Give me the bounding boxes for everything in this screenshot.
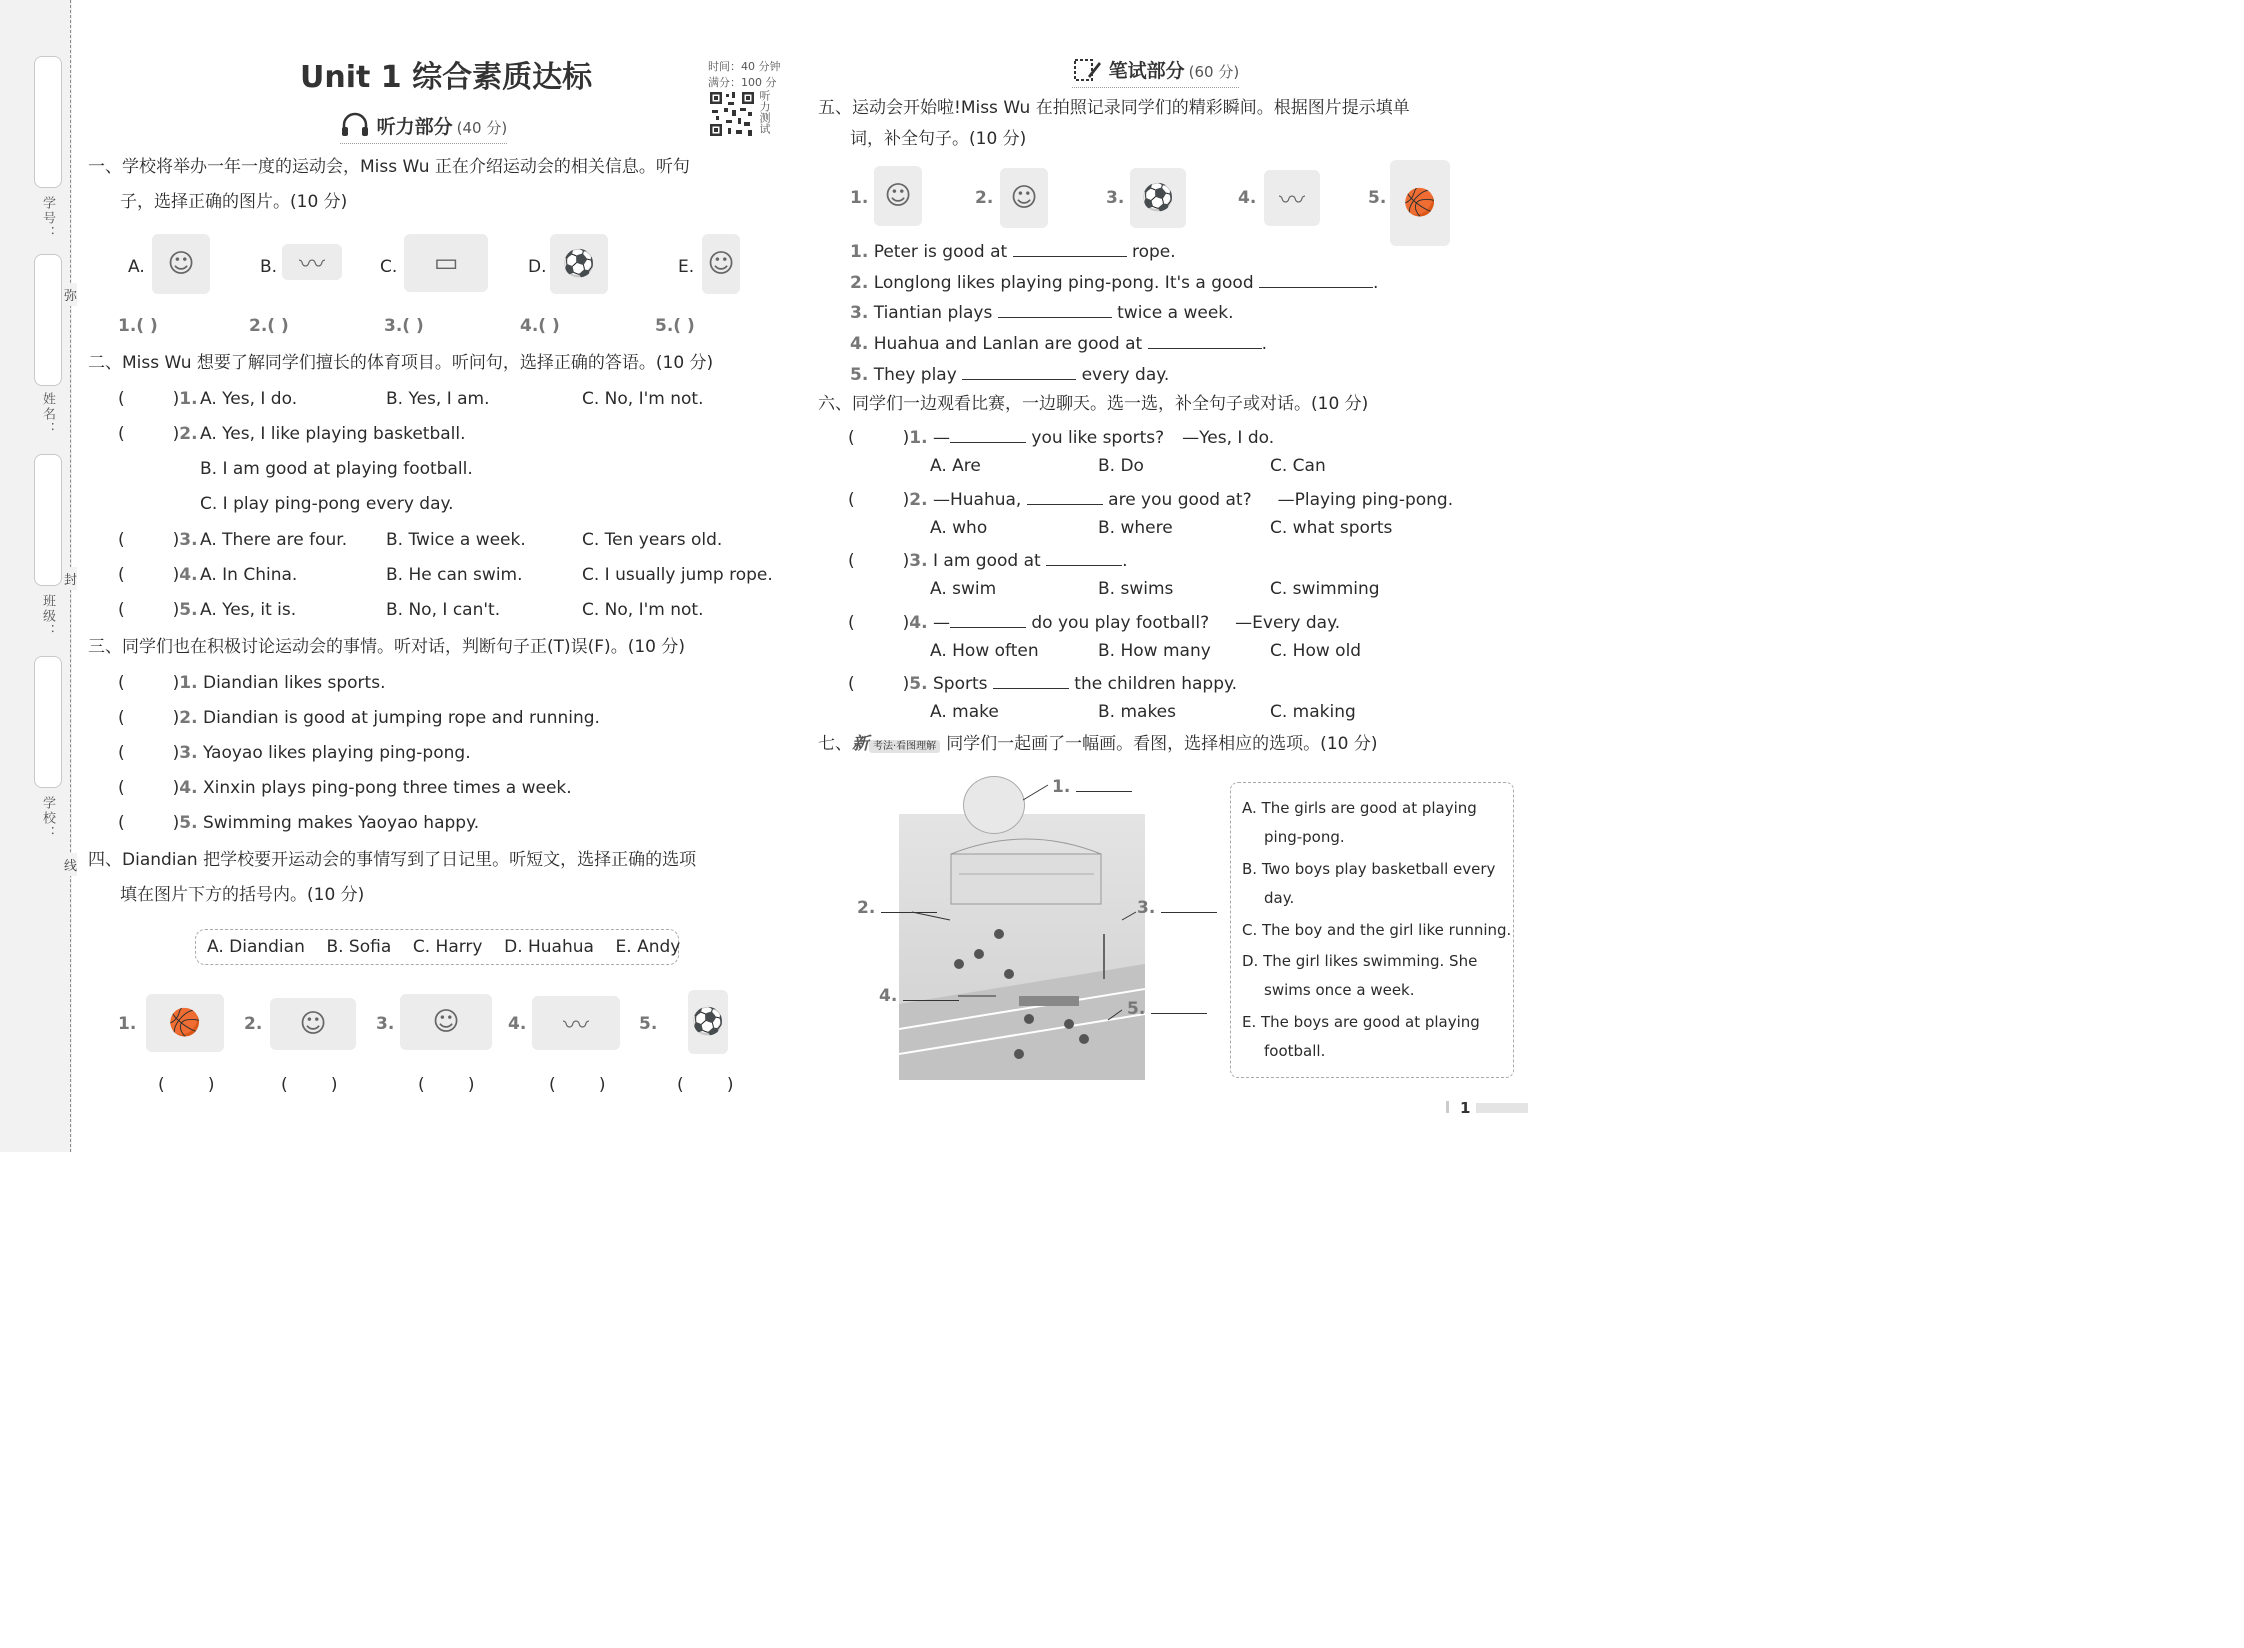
- q6-item-3[interactable]: ( )3. I am good at .: [848, 547, 1127, 572]
- q6-item-2-option-a: A. who: [930, 518, 988, 538]
- q4-instruction-line2: 填在图片下方的括号内。(10 分): [120, 885, 365, 905]
- q2-item-1[interactable]: ( )1.: [118, 389, 198, 409]
- q2-item-5-option-c: C. No, I'm not.: [582, 600, 704, 620]
- q1-answer-1[interactable]: 1.( ): [118, 316, 158, 336]
- q6-item-4-option-a: A. How often: [930, 641, 1039, 661]
- q5-picture-label-3: 3.: [1106, 188, 1125, 208]
- q6-item-5-option-a: A. make: [930, 702, 999, 722]
- q6-item-2-option-c: C. what sports: [1270, 518, 1393, 538]
- basketball-kids-picture: 🏀: [1390, 160, 1450, 246]
- listening-section-header: [340, 112, 507, 144]
- q7-blank-1[interactable]: 1.: [1052, 773, 1132, 798]
- q2-item-2-option-a: A. Yes, I like playing basketball.: [200, 424, 466, 444]
- ping-pong-picture: ▭: [404, 234, 488, 292]
- q6-item-1-option-c: C. Can: [1270, 456, 1326, 476]
- qr-caption: 听力测试: [758, 90, 771, 134]
- q6-item-1-option-a: A. Are: [930, 456, 981, 476]
- time-limit: 时间：40 分钟: [708, 60, 781, 73]
- swimming-boy-picture: 〰: [282, 244, 342, 280]
- q4-answer-1[interactable]: ( ): [158, 1075, 215, 1095]
- q5-picture-label-1: 1.: [850, 188, 869, 208]
- q3-item-2[interactable]: ( )2. Diandian is good at jumping rope and running.: [118, 708, 600, 728]
- student-id-label: 学号：: [40, 196, 55, 241]
- q7-option-a-line1: A. The girls are good at playing: [1242, 799, 1477, 817]
- q5-sentence-4[interactable]: 4. Huahua and Lanlan are good at .: [850, 330, 1267, 355]
- q1-answer-3[interactable]: 3.( ): [384, 316, 424, 336]
- q5-picture-label-4: 4.: [1238, 188, 1257, 208]
- q6-item-5-option-c: C. making: [1270, 702, 1356, 722]
- q7-blank-2[interactable]: 2.: [857, 894, 937, 919]
- swimming-girl-inset: [963, 776, 1025, 834]
- q6-item-1-option-b: B. Do: [1098, 456, 1144, 476]
- jump-rope-boy-picture: ☺: [270, 998, 356, 1050]
- q6-item-3-option-b: B. swims: [1098, 579, 1174, 599]
- page-title: Unit 1 综合素质达标: [300, 60, 593, 95]
- q5-picture-label-5: 5.: [1368, 188, 1387, 208]
- q1-answer-5[interactable]: 5.( ): [655, 316, 695, 336]
- q1-instruction-line1: 一、学校将举办一年一度的运动会，Miss Wu 正在介绍运动会的相关信息。听句: [88, 157, 690, 177]
- writing-points: (60 分): [1188, 63, 1240, 81]
- full-score: 满分：100 分: [708, 76, 777, 89]
- q6-item-4-option-c: C. How old: [1270, 641, 1362, 661]
- q6-item-3-option-c: C. swimming: [1270, 579, 1380, 599]
- q2-instruction: 二、Miss Wu 想要了解同学们擅长的体育项目。听问句，选择正确的答语。(10 分): [88, 353, 714, 373]
- q7-blank-5[interactable]: 5.: [1127, 995, 1207, 1020]
- q3-instruction: 三、同学们也在积极讨论运动会的事情。听对话，判断句子正(T)误(F)。(10 分): [88, 637, 685, 657]
- question-type-badge: 考法·看图理解: [869, 740, 940, 753]
- q7-option-a-line2: ping-pong.: [1264, 828, 1345, 846]
- ping-pong-boy-picture: ☺: [1000, 168, 1048, 228]
- q4-picture-label-3: 3.: [376, 1014, 395, 1034]
- q4-picture-label-2: 2.: [244, 1014, 263, 1034]
- q2-item-3-option-b: B. Twice a week.: [386, 530, 526, 550]
- q5-sentence-2[interactable]: 2. Longlong likes playing ping-pong. It's a good .: [850, 269, 1378, 294]
- q2-item-4[interactable]: ( )4.: [118, 565, 198, 585]
- q2-item-1-option-b: B. Yes, I am.: [386, 389, 490, 409]
- school-label: 学校：: [40, 796, 55, 841]
- swimming-girl-picture: 〰: [532, 996, 620, 1050]
- q2-item-4-option-c: C. I usually jump rope.: [582, 565, 773, 585]
- q6-item-2[interactable]: ( )2. —Huahua, are you good at? —Playing ping-pong.: [848, 486, 1453, 511]
- pencil-paper-icon: [1072, 56, 1102, 82]
- listening-points: (40 分): [456, 119, 508, 137]
- q3-item-1[interactable]: ( )1. Diandian likes sports.: [118, 673, 386, 693]
- sports-field-drawing: [899, 814, 1145, 1080]
- school-box[interactable]: [34, 656, 62, 788]
- writing-section-header: [1072, 56, 1239, 88]
- q3-item-4[interactable]: ( )4. Xinxin plays ping-pong three times a week.: [118, 778, 572, 798]
- page-number-divider: [1446, 1101, 1449, 1113]
- q2-item-3-option-c: C. Ten years old.: [582, 530, 723, 550]
- writing-title: 笔试部分: [1108, 60, 1185, 82]
- q6-item-4-option-b: B. How many: [1098, 641, 1211, 661]
- q4-picture-label-5: 5.: [639, 1014, 658, 1034]
- class-label: 班级：: [40, 594, 55, 639]
- cut-mark-mi: 弥: [64, 283, 77, 306]
- football-boy-picture: ⚽: [550, 234, 608, 294]
- student-id-box[interactable]: [34, 56, 62, 188]
- q7-option-e-line1: E. The boys are good at playing: [1242, 1013, 1480, 1031]
- q4-answer-5[interactable]: ( ): [677, 1075, 734, 1095]
- q6-item-4[interactable]: ( )4. — do you play football? —Every day.: [848, 609, 1340, 634]
- q7-blank-3[interactable]: 3.: [1137, 894, 1217, 919]
- q2-item-1-option-a: A. Yes, I do.: [200, 389, 298, 409]
- cut-mark-feng: 封: [64, 567, 77, 590]
- q2-item-2-option-c: C. I play ping-pong every day.: [200, 494, 454, 514]
- q4-name-options: A. Diandian B. Sofia C. Harry D. Huahua E. Andy: [207, 937, 681, 957]
- q3-item-5[interactable]: ( )5. Swimming makes Yaoyao happy.: [118, 813, 480, 833]
- q1-option-e-label: E.: [678, 257, 695, 277]
- q7-option-d-line2: swims once a week.: [1264, 981, 1415, 999]
- q2-item-2[interactable]: ( )2.: [118, 424, 198, 444]
- page-number: 1: [1460, 1099, 1471, 1117]
- q5-sentence-1[interactable]: 1. Peter is good at rope.: [850, 238, 1176, 263]
- q1-option-a-label: A.: [128, 257, 145, 277]
- qr-code[interactable]: [708, 90, 756, 138]
- q2-item-5[interactable]: ( )5.: [118, 600, 198, 620]
- jump-rope-girl-picture: ☺: [152, 234, 210, 294]
- name-label: 姓名：: [40, 392, 55, 437]
- q2-item-1-option-c: C. No, I'm not.: [582, 389, 704, 409]
- q4-answer-4[interactable]: ( ): [549, 1075, 606, 1095]
- q5-sentence-5[interactable]: 5. They play every day.: [850, 361, 1169, 386]
- q6-item-5[interactable]: ( )5. Sports the children happy.: [848, 670, 1237, 695]
- q7-instruction: 七、新 考法·看图理解 同学们一起画了一幅画。看图，选择相应的选项。(10 分): [818, 734, 1378, 754]
- q1-instruction-line2: 子，选择正确的图片。(10 分): [120, 192, 348, 212]
- q5-instruction-line1: 五、运动会开始啦!Miss Wu 在拍照记录同学们的精彩瞬间。根据图片提示填单: [818, 98, 1410, 118]
- running-girl-picture: ☺: [702, 234, 740, 294]
- swimming-girls-picture: 〰: [1264, 170, 1320, 226]
- q5-picture-label-2: 2.: [975, 188, 994, 208]
- headphones-icon: [340, 112, 370, 138]
- q6-item-1[interactable]: ( )1. — you like sports? —Yes, I do.: [848, 424, 1274, 449]
- q1-option-d-label: D.: [528, 257, 547, 277]
- q7-option-e-line2: football.: [1264, 1042, 1326, 1060]
- q4-picture-label-4: 4.: [508, 1014, 527, 1034]
- q6-item-3-option-a: A. swim: [930, 579, 997, 599]
- q1-option-c-label: C.: [380, 257, 398, 277]
- q6-instruction: 六、同学们一边观看比赛，一边聊天。选一选，补全句子或对话。(10 分): [818, 394, 1369, 414]
- sports-scene-picture: [899, 814, 1145, 1080]
- basketball-picture: 🏀: [146, 994, 224, 1052]
- listening-title: 听力部分: [376, 116, 453, 138]
- cut-mark-xian: 线: [64, 853, 77, 876]
- q4-answer-2[interactable]: ( ): [281, 1075, 338, 1095]
- q2-item-5-option-b: B. No, I can't.: [386, 600, 501, 620]
- q3-item-3[interactable]: ( )3. Yaoyao likes playing ping-pong.: [118, 743, 471, 763]
- football-girl-picture: ⚽: [688, 990, 728, 1054]
- q2-item-4-option-a: A. In China.: [200, 565, 298, 585]
- q7-option-b-line1: B. Two boys play basketball every: [1242, 860, 1496, 878]
- q7-blank-4[interactable]: 4.: [879, 982, 959, 1007]
- q1-answer-2[interactable]: 2.( ): [249, 316, 289, 336]
- q6-item-2-option-b: B. where: [1098, 518, 1173, 538]
- q5-sentence-3[interactable]: 3. Tiantian plays twice a week.: [850, 299, 1234, 324]
- q4-answer-3[interactable]: ( ): [418, 1075, 475, 1095]
- page-number-bar: [1476, 1103, 1528, 1113]
- q5-instruction-line2: 词，补全句子。(10 分): [850, 129, 1027, 149]
- rope-skipping-picture: ☺: [874, 166, 922, 226]
- q2-item-3-option-a: A. There are four.: [200, 530, 348, 550]
- q7-option-c-line1: C. The boy and the girl like running.: [1242, 921, 1512, 939]
- name-box[interactable]: [34, 254, 62, 386]
- q7-option-b-line2: day.: [1264, 889, 1295, 907]
- q2-item-3[interactable]: ( )3.: [118, 530, 198, 550]
- q1-option-b-label: B.: [260, 257, 278, 277]
- q4-instruction-line1: 四、Diandian 把学校要开运动会的事情写到了日记里。听短文，选择正确的选项: [88, 850, 697, 870]
- q4-picture-label-1: 1.: [118, 1014, 137, 1034]
- running-boy-picture: ☺: [400, 994, 492, 1050]
- q2-item-2-option-b: B. I am good at playing football.: [200, 459, 473, 479]
- q2-item-4-option-b: B. He can swim.: [386, 565, 523, 585]
- q6-item-5-option-b: B. makes: [1098, 702, 1177, 722]
- q1-answer-4[interactable]: 4.( ): [520, 316, 560, 336]
- football-kick-picture: ⚽: [1130, 168, 1186, 228]
- q2-item-5-option-a: A. Yes, it is.: [200, 600, 297, 620]
- class-box[interactable]: [34, 454, 62, 586]
- new-badge: 新: [852, 734, 869, 754]
- q7-option-d-line1: D. The girl likes swimming. She: [1242, 952, 1478, 970]
